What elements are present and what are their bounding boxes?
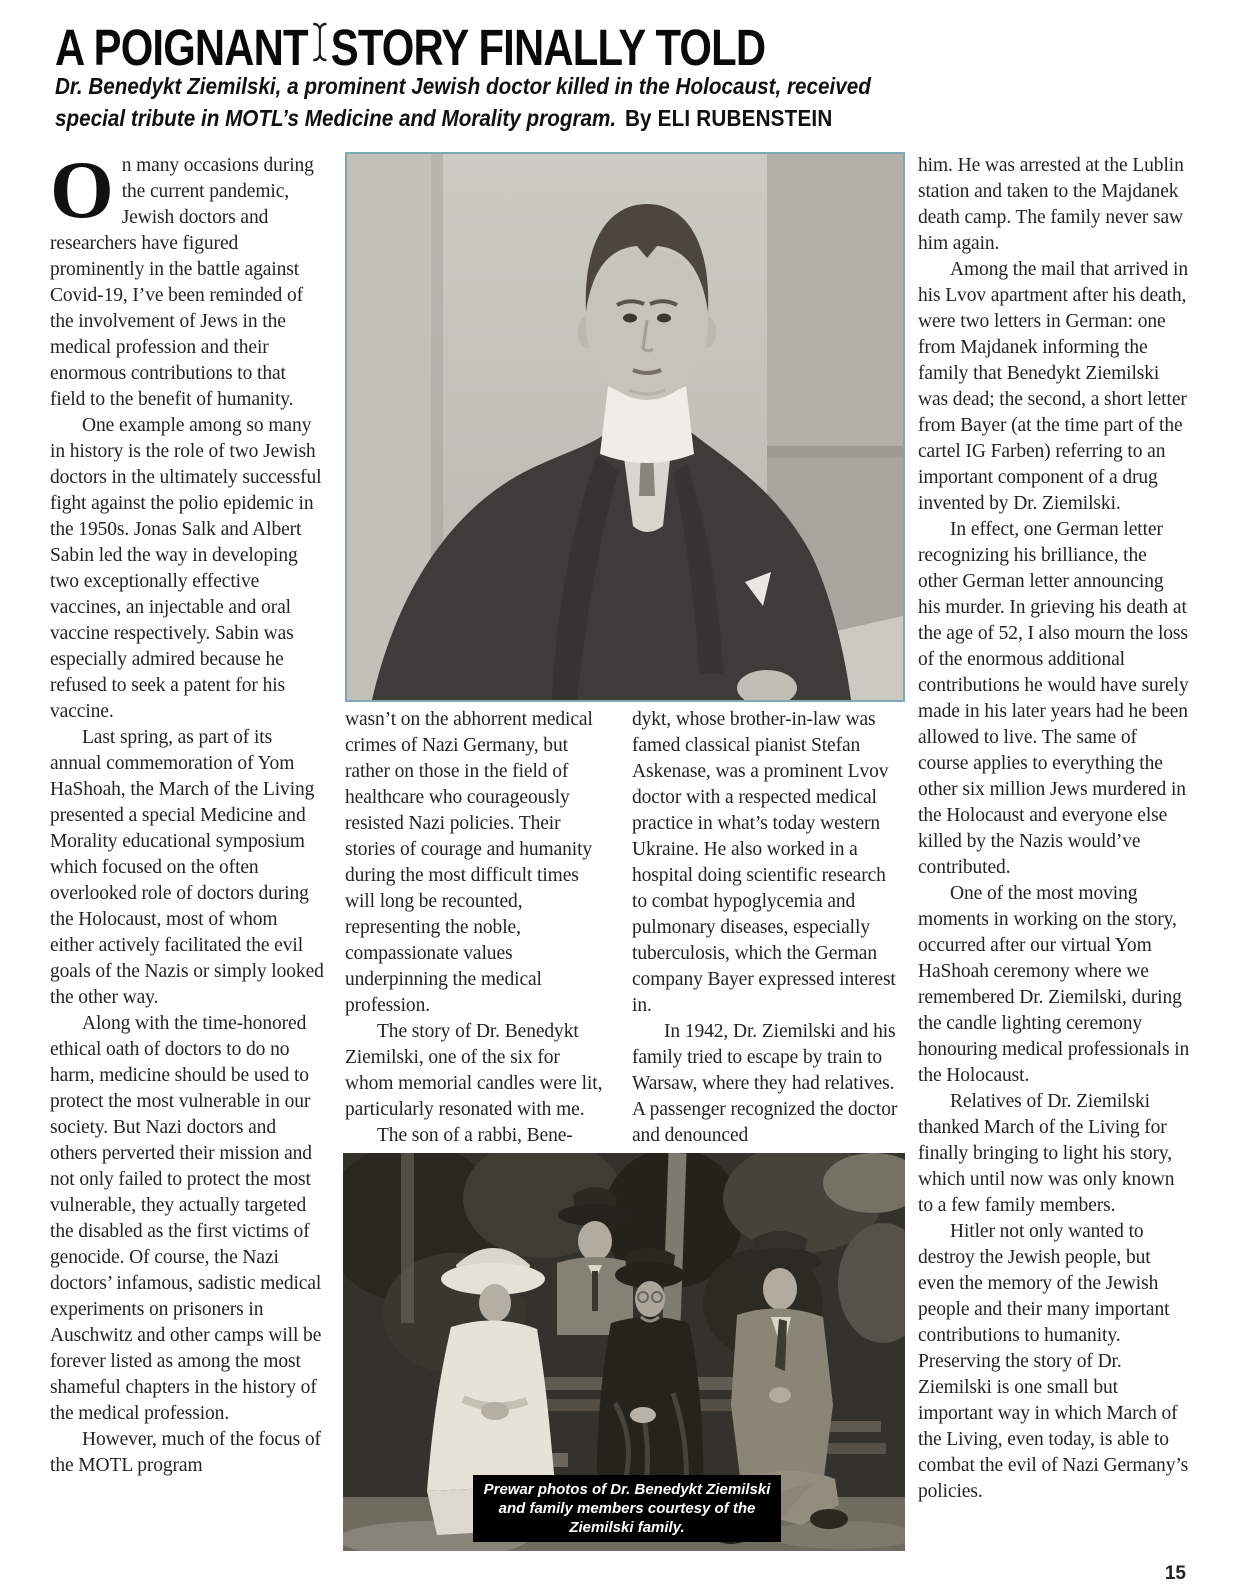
portrait-photo — [345, 152, 905, 702]
paragraph: The story of Dr. Benedykt Ziemilski, one of the six for whom memorial candles were lit, particularly resonated with me. — [345, 1021, 603, 1120]
paragraph: Along with the time-honored ethical oath of doctors to do no harm, medicine should be used to protect the most vulnerable in our society. But Nazi doctors and others perverted their mission and not only failed to protect the most vulnerable, they actually targeted the disabled as the first victims of genocide. Of course, the Nazi doctors’ infamous, sadistic medical experiments on prisoners in Auschwitz and other camps will be forever listed as among the most shameful chapters in the history of the medical profession. — [50, 1013, 322, 1424]
paragraph: Among the mail that arrived in his Lvov apartment after his death, were two letters in German: one from Majdanek informing the family that Benedykt Ziemilski was dead; the second, a short letter from Bayer (at the time part of the cartel IG Farben) referring to an important component of a drug invented by Dr. Ziemilski. — [918, 259, 1188, 514]
paragraph: Hitler not only wanted to destroy the Jewish people, but even the memory of the Jewish people and their many important contributions to humanity. Preserving the story of Dr. Ziemilski is one small but important way in which March of the Living, even today, is able to combat the evil of Nazi Germany’s policies. — [918, 1221, 1189, 1502]
page-title-left: A POIGNANT — [55, 19, 308, 76]
paragraph: dykt, whose brother-in-law was famed classical pianist Stefan Askenase, was a prominent Lvov doctor with a respected medical practice in what’s today western Ukraine. He also worked in a hospital doing scientific research to combat hypoglycemia and pulmonary diseases, especially tuberculosis, which the German company Bayer expressed interest in. — [632, 709, 896, 1016]
column-1 — [50, 144, 324, 1479]
text-cursor-icon — [310, 16, 330, 75]
paragraph: On many occasions during the current pandemic, Jewish doctors and researchers have figured prominently in the battle against Covid-19, I’ve been reminded of the involvement of Jews in the medical profession and their enormous contributions to that field to the benefit of humanity. — [50, 144, 314, 410]
page-number: 15 — [1164, 1563, 1186, 1584]
paragraph: Relatives of Dr. Ziemilski thanked March of the Living for finally bringing to light his story, which until now was only known to a few family members. — [918, 1091, 1175, 1216]
paragraph: Last spring, as part of its annual commemoration of Yom HaShoah, the March of the Living presented a special Medicine and Morality educational symposium which focused on the often overlooked role of doctors during the Holocaust, most of whom either actively facilitated the evil goals of the Nazis or simply looked the other way. — [50, 727, 324, 1008]
paragraph: However, much of the focus of the MOTL program — [50, 1429, 321, 1476]
paragraph: In 1942, Dr. Ziemilski and his family tried to escape by train to Warsaw, where they had relatives. A passenger recognized the doctor and denounced — [632, 1021, 898, 1146]
column-2 — [345, 707, 612, 1149]
family-photo — [343, 1153, 905, 1551]
page-title-right: STORY FINALLY TOLD — [330, 19, 766, 76]
subtitle-text: Dr. Benedykt Ziemilski, a prominent Jewish doctor killed in the Holocaust, received special tribute in MOTL’s Medicine and Morality program. — [55, 73, 871, 131]
byline: By ELI RUBENSTEIN — [624, 105, 833, 131]
paragraph: The son of a rabbi, Bene- — [377, 1125, 573, 1146]
paragraph: In effect, one German letter recognizing his brilliance, the other German letter announcing his murder. In grieving his death at the age of 52, I also mourn the loss of the enormous additional contributions he would have surely made in his later years had he been allowed to live. The same of course applies to everything the other six million Jews murdered in the Holocaust and everyone else killed by the Nazis would’ve contributed. — [918, 519, 1189, 878]
photo-caption: Prewar photos of Dr. Benedykt Ziemilski and family members courtesy of the Ziemilski family. — [473, 1475, 781, 1542]
paragraph: One of the most moving moments in working on the story, occurred after our virtual Yom HaShoah ceremony where we remembered Dr. Ziemilski, during the candle lighting ceremony honouring medical professionals in the Holocaust. — [918, 883, 1190, 1086]
article-subtitle — [55, 70, 900, 134]
paragraph: One example among so many in history is the role of two Jewish doctors in the ultimately successful fight against the polio epidemic in the 1950s. Jonas Salk and Albert Sabin led the way in developing two exceptionally effective vaccines, an injectable and oral vaccine respectively. Sabin was especially admired because he refused to seek a patent for his vaccine. — [50, 415, 322, 722]
column-4 — [918, 153, 1190, 1505]
paragraph: him. He was arrested at the Lublin station and taken to the Majdanek death camp. The family never saw him again. — [918, 155, 1184, 254]
paragraph: wasn’t on the abhorrent medical crimes of Nazi Germany, but rather on those in the field of healthcare who courageously resisted Nazi policies. Their stories of courage and humanity during the most difficult times will long be recounted, representing the noble, compassionate values underpinning the medical profession. — [345, 709, 593, 1016]
column-3 — [632, 707, 899, 1149]
drop-cap: O — [50, 144, 114, 235]
